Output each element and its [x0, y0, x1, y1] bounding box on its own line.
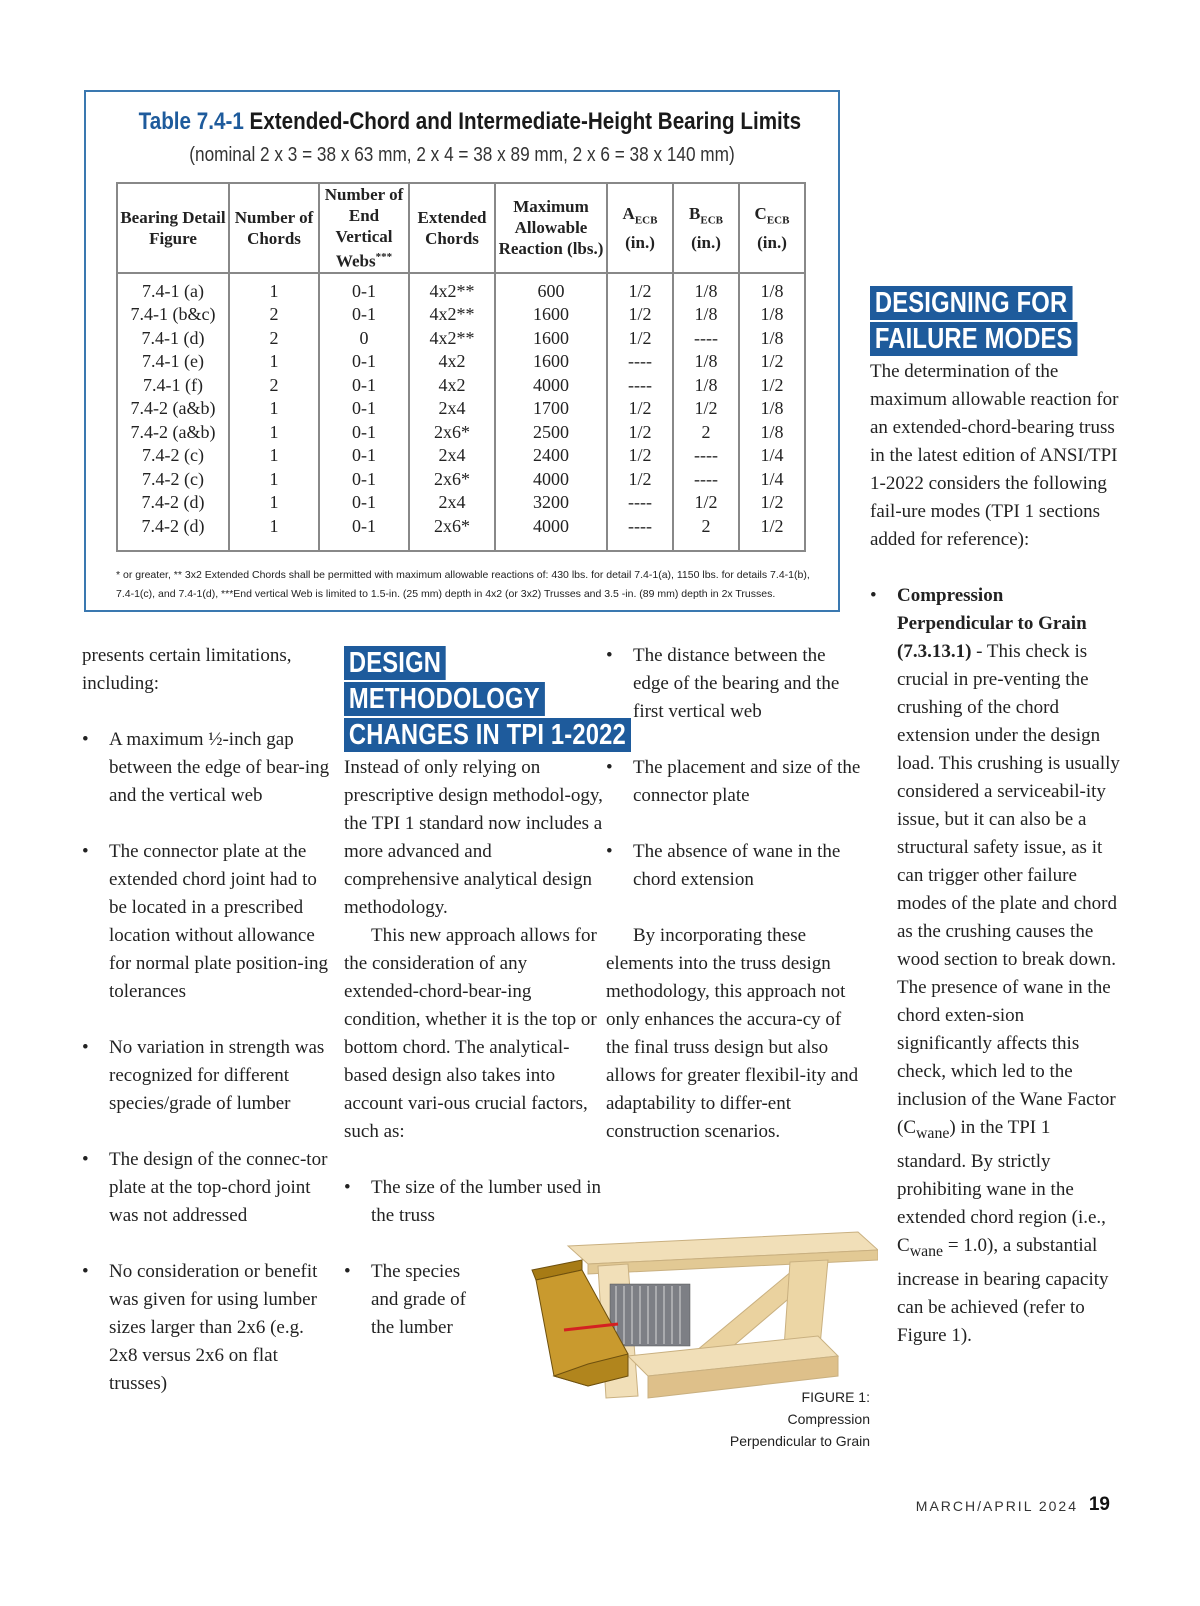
- column-1: [82, 642, 332, 1398]
- list-item: • The connector plate at the extended chord joint had to be located in a prescribed location without allowance for normal plate position-ing tolerances: [82, 838, 332, 1006]
- list-item: • No consideration or benefit was given for using lumber sizes larger than 2x6 (e.g. 2x8 versus 2x6 on flat trusses): [82, 1258, 332, 1398]
- list-item: • A maximum ½-inch gap between the edge of bear-ing and the vertical web: [82, 726, 332, 810]
- page-number: 19: [1088, 1494, 1110, 1515]
- table-row: 7.4-1 (a) 1 0-1 4x2** 600 1/2 1/8 1/8: [117, 273, 805, 304]
- list-item: • The size of the lumber used in the truss: [344, 1174, 604, 1230]
- table-title: Table 7.4-1 Extended-Chord and Intermediate-Height Bearing Limits: [138, 108, 802, 135]
- col3-factors-list: [606, 642, 866, 894]
- header-b-ecb: $B_{ECB}$ (in.): [673, 183, 739, 273]
- bearing-limits-table-box: [84, 90, 840, 612]
- col1-intro: presents certain limitations, including:: [82, 645, 292, 694]
- list-item: • The distance between the edge of the bearing and the first vertical web: [606, 642, 866, 726]
- col4-paragraph-1: The determination of the maximum allowable reaction for an extended-chord-bearing truss in the latest edition of ANSI/TPI 1-2022 considers the following fail-ure modes (TPI 1 sections added for reference):: [870, 361, 1119, 550]
- header-end-vertical-webs: Number of End Vertical Webs***: [319, 183, 409, 273]
- col2-paragraph-2: This new approach allows for the consideration of any extended-chord-bear-ing condition, whether it is the top or bottom chord. The analytical-based design also takes into account vari-ous crucial factors, such as:: [344, 925, 597, 1142]
- list-item: • The absence of wane in the chord extension: [606, 838, 866, 894]
- table-row: 7.4-2 (d) 1 0-1 2x6* 4000 ---- 2 1/2: [117, 515, 805, 552]
- bearing-limits-table: [116, 182, 806, 552]
- header-c-ecb: $C_{ECB}$ (in.): [739, 183, 805, 273]
- table-header-row: [117, 183, 805, 273]
- header-bearing-detail: Bearing Detail Figure: [117, 183, 229, 273]
- col2-paragraph-1: Instead of only relying on prescriptive design methodol-ogy, the TPI 1 standard now includes a more advanced and comprehensive analytical design methodology.: [344, 757, 603, 918]
- col3-paragraph-1: By incorporating these elements into the truss design methodology, this approach not only enhances the accura-cy of the final truss design but also allows for greater flexibil-ity and adaptability to differ-ent construction scenarios.: [606, 925, 859, 1142]
- col1-limitations-list: [82, 726, 332, 1398]
- header-number-of-chords: Number of Chords: [229, 183, 319, 273]
- column-3: [606, 642, 866, 1146]
- table-row: 7.4-2 (a&b) 1 0-1 2x6* 2500 1/2 2 1/8: [117, 421, 805, 445]
- table-row: 7.4-1 (e) 1 0-1 4x2 1600 ---- 1/8 1/2: [117, 350, 805, 374]
- header-extended-chords: Extended Chords: [409, 183, 495, 273]
- section-heading-failure-modes: DESIGNING FOR FAILURE MODES: [870, 286, 1120, 358]
- bullet-title: Compression Perpendicular to Grain (7.3.13.1): [897, 585, 1087, 662]
- header-max-reaction: Maximum Allowable Reaction (lbs.): [495, 183, 607, 273]
- section-heading-design-methodology: DESIGN METHODOLOGY CHANGES IN TPI 1-2022: [344, 646, 604, 754]
- table-row: 7.4-1 (f) 2 0-1 4x2 4000 ---- 1/8 1/2: [117, 374, 805, 398]
- connector-plate: [610, 1284, 690, 1346]
- table-footnote: * or greater, ** 3x2 Extended Chords shall be permitted with maximum allowable reactions of: 430 lbs. for detail 7.4-1(a), 1150 lbs. for details 7.4-1(b), 7.4-1(c), and 7.4-1(d), ***End vertical Web is limited to 1.5-in. (25 mm) depth in 4x2 (or 3x2) Trusses and 3.5 -in. (89 mm) depth in 2x Trusses.: [116, 569, 810, 600]
- list-item: • The design of the connec-tor plate at the top-chord joint was not addressed: [82, 1146, 332, 1230]
- list-item: • Compression Perpendicular to Grain (7.3.13.1) - This check is crucial in pre-venting the crushing of the chord extension under the design load. This crushing is usually considered a serviceabil-ity issue, but it can also be a structural safety issue, as it can trigger other failure modes of the plate and chord as the crushing causes the wood section to break down. The presence of wane in the chord exten-sion significantly affects this check, which led to the inclusion of the Wane Factor $(C_{wane})$ in the TPI 1 standard. By strictly prohibiting wane in the extended chord region (i.e., $C_{wane} = 1.0$), a substantial increase in bearing capacity can be achieved (refer to Figure 1).: [870, 582, 1120, 1350]
- list-item: • The species and grade of the lumber: [344, 1258, 491, 1342]
- issue-date: MARCH/APRIL 2024: [915, 1498, 1078, 1514]
- column-4: [870, 286, 1120, 1350]
- header-a-ecb: $A_{ECB}$ (in.): [607, 183, 673, 273]
- list-item: • No variation in strength was recognized for different species/grade of lumber: [82, 1034, 332, 1118]
- figure-label: FIGURE 1:: [801, 1389, 870, 1405]
- table-row: 7.4-2 (a&b) 1 0-1 2x4 1700 1/2 1/2 1/8: [117, 397, 805, 421]
- table-subtitle: (nominal 2 x 3 = 38 x 63 mm, 2 x 4 = 38 x 89 mm, 2 x 6 = 38 x 140 mm): [189, 144, 735, 166]
- right-vertical-web: [784, 1260, 828, 1348]
- table-row: 7.4-2 (c) 1 0-1 2x6* 4000 1/2 ---- 1/4: [117, 468, 805, 492]
- table-row: 7.4-2 (d) 1 0-1 2x4 3200 ---- 1/2 1/2: [117, 491, 805, 515]
- list-item: • The placement and size of the connector plate: [606, 754, 866, 810]
- col4-failure-modes-list: [870, 582, 1120, 1350]
- table-row: 7.4-1 (d) 2 0 4x2** 1600 1/2 ---- 1/8: [117, 327, 805, 351]
- figure-caption: FIGURE 1: Compression Perpendicular to Grain: [730, 1386, 870, 1452]
- table-row: 7.4-1 (b&c) 2 0-1 4x2** 1600 1/2 1/8 1/8: [117, 303, 805, 327]
- table-row: 7.4-2 (c) 1 0-1 2x4 2400 1/2 ---- 1/4: [117, 444, 805, 468]
